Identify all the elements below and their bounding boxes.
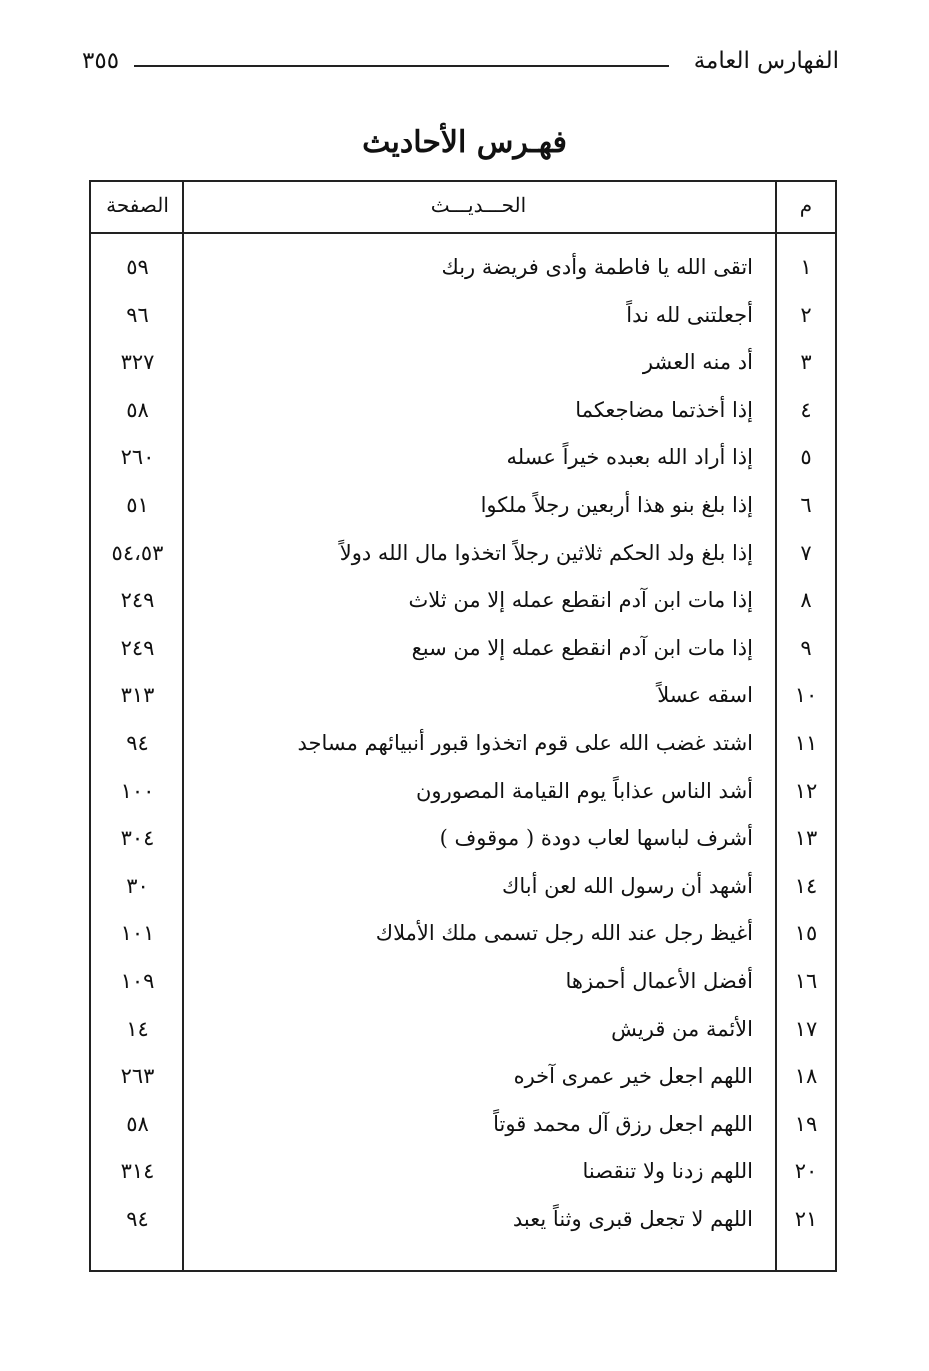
- header-number: م: [799, 193, 813, 217]
- hadith-index-table: [89, 180, 837, 1272]
- hadith-text: إذا بلغ ولد الحكم ثلاثين رجلاً اتخذوا مال الله دولاً: [339, 540, 753, 565]
- hadith-text: إذا مات ابن آدم انقطع عمله إلا من سبع: [411, 635, 753, 660]
- row-number: ١٨: [794, 1064, 818, 1089]
- table-row: [91, 294, 835, 342]
- row-number: ٥: [800, 445, 812, 470]
- row-number: ٣: [800, 350, 812, 375]
- hadith-text: إذا أراد الله بعبده خيراً عسله: [506, 445, 753, 470]
- table-row: [91, 1150, 835, 1198]
- table-row: [91, 865, 835, 913]
- row-number: ١٥: [794, 921, 818, 946]
- hadith-text: إذا بلغ بنو هذا أربعين رجلاً ملكوا: [480, 492, 753, 517]
- page-reference: ٣١٣: [120, 683, 155, 708]
- table-body: [91, 246, 835, 1245]
- row-number: ١٢: [794, 778, 818, 803]
- table-row: [91, 436, 835, 484]
- page-reference: ٢٦٣: [120, 1064, 155, 1089]
- row-number: ١١: [794, 730, 818, 755]
- row-number: ١٣: [794, 826, 818, 851]
- header-hadith: الحـــديـــث: [430, 193, 527, 217]
- page-reference: ٢٤٩: [120, 635, 155, 660]
- hadith-text: اسقه عسلاً: [657, 683, 753, 708]
- hadith-text: أفضل الأعمال أحمزها: [565, 968, 753, 993]
- hadith-text: أد منه العشر: [642, 350, 753, 375]
- hadith-text: أشرف لباسها لعاب دودة ( موقوف ): [439, 826, 753, 851]
- table-row: [91, 1055, 835, 1103]
- table-row: [91, 532, 835, 580]
- row-number: ١٠: [794, 683, 818, 708]
- page-reference: ٩٤: [126, 730, 149, 755]
- row-number: ٧: [800, 540, 812, 565]
- page-reference: ١٠٩: [120, 968, 155, 993]
- page-reference: ٥٨: [126, 1111, 149, 1136]
- hadith-text: أشهد أن رسول الله لعن أباك: [502, 873, 753, 898]
- table-row: [91, 912, 835, 960]
- page-reference: ٩٦: [126, 302, 149, 327]
- table-row: [91, 579, 835, 627]
- table-row: [91, 389, 835, 437]
- row-number: ٩: [800, 635, 812, 660]
- hadith-text: اشتد غضب الله على قوم اتخذوا قبور أنبيائهم مساجد: [297, 730, 753, 755]
- row-number: ٢٠: [794, 1159, 818, 1184]
- page-reference: ١٠١: [120, 921, 155, 946]
- page-reference: ٢٤٩: [120, 588, 155, 613]
- hadith-text: الأئمة من قريش: [611, 1016, 753, 1041]
- hadith-text: اللهم زدنا ولا تنقصنا: [582, 1159, 753, 1184]
- header-page: الصفحة: [106, 193, 169, 217]
- running-header-title: الفهارس العامة: [686, 44, 839, 78]
- hadith-text: إذا أخذتما مضاجعكما: [575, 397, 753, 422]
- page-reference: ٥٨: [126, 397, 149, 422]
- page-reference: ٥٤،٥٣: [111, 540, 164, 565]
- row-number: ١٦: [794, 968, 818, 993]
- table-row: [91, 817, 835, 865]
- page-number: ٣٥٥: [82, 44, 127, 78]
- table-row: [91, 1103, 835, 1151]
- hadith-text: أشد الناس عذاباً يوم القيامة المصورون: [416, 778, 753, 803]
- table-row: [91, 627, 835, 675]
- row-number: ١٧: [794, 1016, 818, 1041]
- row-number: ٢: [800, 302, 812, 327]
- table-header-row: [91, 182, 835, 234]
- table-row: [91, 674, 835, 722]
- table-row: [91, 960, 835, 1008]
- page-reference: ١٠٠: [120, 778, 155, 803]
- row-number: ٢١: [794, 1206, 818, 1231]
- hadith-text: أجعلتنى لله نداً: [626, 302, 753, 327]
- hadith-text: أغيظ رجل عند الله رجل تسمى ملك الأملاك: [375, 921, 753, 946]
- page-reference: ٣٠٤: [120, 826, 155, 851]
- table-row: [91, 1198, 835, 1246]
- page-reference: ١٤: [126, 1016, 149, 1041]
- table-row: [91, 722, 835, 770]
- hadith-text: إذا مات ابن آدم انقطع عمله إلا من ثلاث: [408, 588, 753, 613]
- hadith-text: اللهم لا تجعل قبرى وثناً يعبد: [512, 1206, 753, 1231]
- table-row: [91, 341, 835, 389]
- hadith-text: اللهم اجعل خير عمرى آخره: [513, 1064, 753, 1089]
- page-reference: ٣٢٧: [120, 350, 155, 375]
- table-row: [91, 1008, 835, 1056]
- running-header: [82, 44, 839, 84]
- table-row: [91, 246, 835, 294]
- row-number: ١: [800, 255, 812, 279]
- row-number: ٤: [800, 397, 812, 422]
- page-reference: ٥٩: [126, 255, 149, 279]
- index-title: فهـرس الأحاديث: [362, 125, 567, 160]
- row-number: ١٤: [794, 873, 818, 898]
- row-number: ١٩: [794, 1111, 818, 1136]
- page-reference: ٩٤: [126, 1206, 149, 1231]
- page-reference: ٥١: [126, 492, 149, 517]
- table-row: [91, 484, 835, 532]
- hadith-text: اتقى الله يا فاطمة وأدى فريضة ربك: [441, 255, 753, 279]
- header-rule: [134, 65, 669, 67]
- page-reference: ٣٠: [126, 873, 149, 898]
- table-row: [91, 770, 835, 818]
- row-number: ٨: [800, 588, 812, 613]
- row-number: ٦: [800, 492, 812, 517]
- page-reference: ٢٦٠: [120, 445, 155, 470]
- hadith-text: اللهم اجعل رزق آل محمد قوتاً: [493, 1111, 753, 1136]
- page-reference: ٣١٤: [120, 1159, 155, 1184]
